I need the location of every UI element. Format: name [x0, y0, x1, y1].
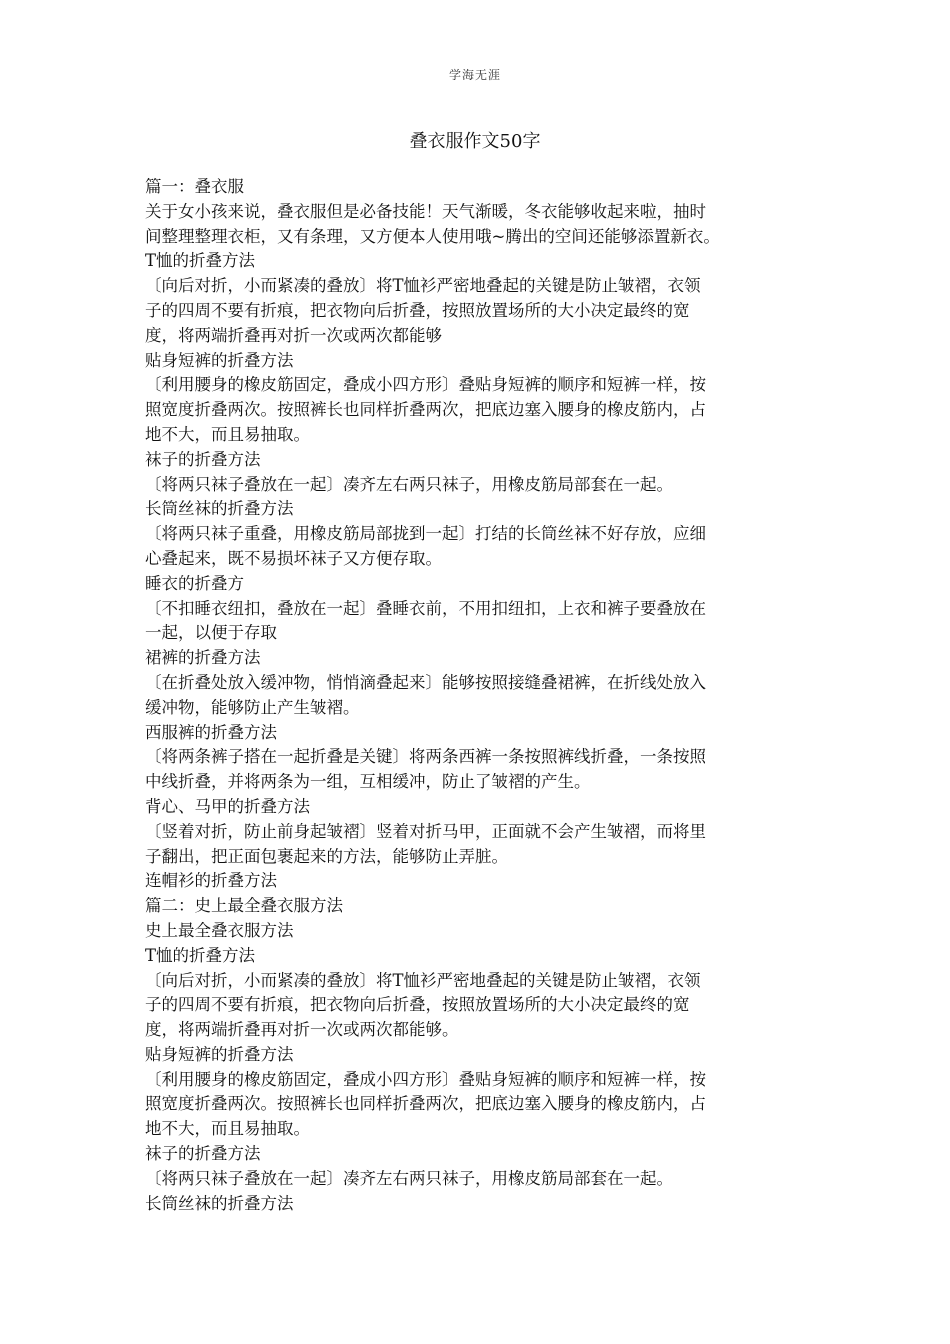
text-line: 地不大，而且易抽取。 [145, 424, 310, 444]
text-line: 〔利用腰身的橡皮筋固定，叠成小四方形〕叠贴身短裤的顺序和短裤一样，按 [145, 1069, 706, 1089]
text-line: 子翻出，把正面包裹起来的方法，能够防止弄脏。 [145, 846, 508, 866]
text-line: 袜子的折叠方法 [145, 449, 261, 469]
text-line: 〔向后对折，小而紧凑的叠放〕将T恤衫严密地叠起的关键是防止皱褶，衣领 [145, 970, 701, 990]
text-line: 长筒丝袜的折叠方法 [145, 1193, 294, 1213]
text-line: 中线折叠，并将两条为一组，互相缓冲，防止了皱褶的产生。 [145, 772, 591, 792]
text-line: 关于女小孩来说，叠衣服但是必备技能！天气渐暖，冬衣能够收起来啦，抽时 [145, 201, 706, 221]
text-line: 西服裤的折叠方法 [145, 722, 277, 742]
text-line: 〔将两只袜子重叠，用橡皮筋局部拢到一起〕打结的长筒丝袜不好存放，应细 [145, 524, 706, 544]
text-line: 裙裤的折叠方法 [145, 648, 261, 668]
text-line: 缓冲物，能够防止产生皱褶。 [145, 697, 360, 717]
text-line: T恤的折叠方法 [145, 251, 256, 271]
text-line: 长筒丝袜的折叠方法 [145, 499, 294, 519]
text-line: 子的四周不要有折痕，把衣物向后折叠，按照放置场所的大小决定最终的宽 [145, 995, 690, 1015]
text-line: 度，将两端折叠再对折一次或两次都能够 [145, 325, 442, 345]
text-line: 〔将两只袜子叠放在一起〕凑齐左右两只袜子，用橡皮筋局部套在一起。 [145, 1168, 673, 1188]
text-line: 袜子的折叠方法 [145, 1144, 261, 1164]
text-line: 一起，以便于存取 [145, 623, 277, 643]
document-body [145, 175, 800, 1216]
text-line: 度，将两端折叠再对折一次或两次都能够。 [145, 1020, 459, 1040]
text-line: 〔将两只袜子叠放在一起〕凑齐左右两只袜子，用橡皮筋局部套在一起。 [145, 474, 673, 494]
text-line: 照宽度折叠两次。按照裤长也同样折叠两次，把底边塞入腰身的橡皮筋内，占 [145, 1094, 706, 1114]
text-line: 地不大，而且易抽取。 [145, 1119, 310, 1139]
text-line: 子的四周不要有折痕，把衣物向后折叠，按照放置场所的大小决定最终的宽 [145, 300, 690, 320]
text-line: 〔向后对折，小而紧凑的叠放〕将T恤衫严密地叠起的关键是防止皱褶，衣领 [145, 276, 701, 296]
text-line: 〔利用腰身的橡皮筋固定，叠成小四方形〕叠贴身短裤的顺序和短裤一样，按 [145, 375, 706, 395]
text-line: 贴身短裤的折叠方法 [145, 350, 294, 370]
text-line: 〔不扣睡衣纽扣，叠放在一起〕叠睡衣前，不用扣纽扣，上衣和裤子要叠放在 [145, 598, 706, 618]
text-line: 篇一：叠衣服 [145, 177, 244, 196]
text-line: 〔在折叠处放入缓冲物，悄悄滴叠起来〕能够按照接缝叠裙裤，在折线处放入 [145, 672, 706, 692]
text-line: 贴身短裤的折叠方法 [145, 1044, 294, 1064]
text-line: 心叠起来，既不易损坏袜子又方便存取。 [145, 548, 442, 568]
text-line: 睡衣的折叠方 [145, 573, 244, 593]
text-line: 背心、马甲的折叠方法 [145, 796, 310, 816]
document-title: 叠衣服作文50字 [409, 131, 541, 152]
text-line: 篇二：史上最全叠衣服方法 [145, 896, 343, 916]
text-line: 史上最全叠衣服方法 [145, 920, 294, 940]
text-line: 〔将两条裤子搭在一起折叠是关键〕将两条西裤一条按照裤线折叠，一条按照 [145, 747, 706, 767]
text-line: 〔竖着对折，防止前身起皱褶〕竖着对折马甲，正面就不会产生皱褶，而将里 [145, 821, 706, 841]
text-line: 照宽度折叠两次。按照裤长也同样折叠两次，把底边塞入腰身的橡皮筋内，占 [145, 400, 706, 420]
text-line: 连帽衫的折叠方法 [145, 871, 277, 891]
text-line: 间整理整理衣柜，又有条理，又方便本人使用哦~腾出的空间还能够添置新衣。 [145, 226, 720, 246]
text-line: T恤的折叠方法 [145, 945, 256, 965]
page-header: 学海无涯 [448, 68, 501, 82]
